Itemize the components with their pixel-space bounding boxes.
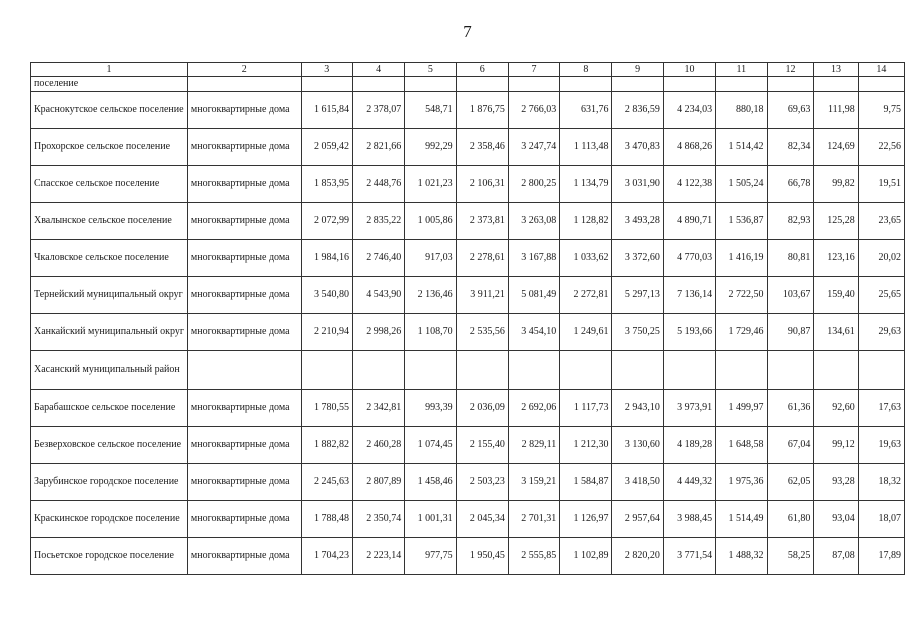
value-cell: 2 036,09 — [456, 390, 508, 427]
value-cell: 2 136,46 — [405, 277, 456, 314]
value-cell: 3 470,83 — [612, 129, 663, 166]
value-cell: 3 493,28 — [612, 203, 663, 240]
column-header: 13 — [814, 63, 858, 77]
value-cell: 2 342,81 — [352, 390, 404, 427]
value-cell: 3 988,45 — [663, 501, 715, 538]
value-cell: 3 130,60 — [612, 427, 663, 464]
column-header: 4 — [352, 63, 404, 77]
column-header: 11 — [716, 63, 767, 77]
value-cell: 1 648,58 — [716, 427, 767, 464]
value-cell: 2 701,31 — [508, 501, 559, 538]
value-cell: 4 770,03 — [663, 240, 715, 277]
column-header: 6 — [456, 63, 508, 77]
value-cell: 1 950,45 — [456, 538, 508, 575]
value-cell: 2 278,61 — [456, 240, 508, 277]
value-cell: 2 998,26 — [352, 314, 404, 351]
value-cell: 80,81 — [767, 240, 814, 277]
value-cell: 2 350,74 — [352, 501, 404, 538]
value-cell: 3 167,88 — [508, 240, 559, 277]
value-cell: 123,16 — [814, 240, 858, 277]
value-cell: 2 800,25 — [508, 166, 559, 203]
value-cell: 2 836,59 — [612, 92, 663, 129]
value-cell: 103,67 — [767, 277, 814, 314]
value-cell: 1 536,87 — [716, 203, 767, 240]
value-cell: 3 031,90 — [612, 166, 663, 203]
district-row — [31, 351, 905, 390]
value-cell: 880,18 — [716, 92, 767, 129]
value-cell: 1 876,75 — [456, 92, 508, 129]
value-cell: 3 263,08 — [508, 203, 559, 240]
housing-type: многоквартирные дома — [187, 427, 301, 464]
value-cell: 2 820,20 — [612, 538, 663, 575]
column-header: 12 — [767, 63, 814, 77]
value-cell: 99,12 — [814, 427, 858, 464]
settlement-name: Посьетское городское поселение — [31, 538, 188, 575]
value-cell: 1 074,45 — [405, 427, 456, 464]
settlement-name: Прохорское сельское поселение — [31, 129, 188, 166]
value-cell: 92,60 — [814, 390, 858, 427]
empty-cell — [814, 351, 858, 390]
value-cell: 2 378,07 — [352, 92, 404, 129]
value-cell: 3 454,10 — [508, 314, 559, 351]
row-name: поселение — [31, 77, 188, 92]
value-cell: 58,25 — [767, 538, 814, 575]
value-cell: 1 128,82 — [560, 203, 612, 240]
empty-cell — [767, 351, 814, 390]
value-cell: 3 911,21 — [456, 277, 508, 314]
value-cell: 66,78 — [767, 166, 814, 203]
value-cell: 2 460,28 — [352, 427, 404, 464]
column-header: 2 — [187, 63, 301, 77]
empty-cell — [456, 351, 508, 390]
value-cell: 19,51 — [858, 166, 904, 203]
header-row — [31, 63, 905, 77]
housing-type: многоквартирные дома — [187, 166, 301, 203]
value-cell: 977,75 — [405, 538, 456, 575]
value-cell: 2 722,50 — [716, 277, 767, 314]
value-cell: 17,63 — [858, 390, 904, 427]
value-cell: 1 499,97 — [716, 390, 767, 427]
value-cell: 4 122,38 — [663, 166, 715, 203]
table-row — [31, 129, 905, 166]
value-cell: 61,80 — [767, 501, 814, 538]
empty-cell — [352, 351, 404, 390]
value-cell: 2 943,10 — [612, 390, 663, 427]
value-cell: 2 535,56 — [456, 314, 508, 351]
value-cell: 2 106,31 — [456, 166, 508, 203]
value-cell: 3 750,25 — [612, 314, 663, 351]
value-cell: 5 297,13 — [612, 277, 663, 314]
empty-cell — [716, 351, 767, 390]
value-cell: 3 540,80 — [301, 277, 352, 314]
value-cell: 4 189,28 — [663, 427, 715, 464]
value-cell: 2 059,42 — [301, 129, 352, 166]
table-row — [31, 314, 905, 351]
empty-cell — [187, 351, 301, 390]
column-header: 8 — [560, 63, 612, 77]
column-header: 5 — [405, 63, 456, 77]
value-cell: 2 957,64 — [612, 501, 663, 538]
value-cell: 1 584,87 — [560, 464, 612, 501]
value-cell: 917,03 — [405, 240, 456, 277]
value-cell: 3 159,21 — [508, 464, 559, 501]
value-cell: 5 193,66 — [663, 314, 715, 351]
value-cell: 1 882,82 — [301, 427, 352, 464]
column-header: 1 — [31, 63, 188, 77]
value-cell: 3 247,74 — [508, 129, 559, 166]
value-cell: 1 212,30 — [560, 427, 612, 464]
value-cell: 2 821,66 — [352, 129, 404, 166]
value-cell: 23,65 — [858, 203, 904, 240]
value-cell: 548,71 — [405, 92, 456, 129]
table-row — [31, 390, 905, 427]
table-row — [31, 501, 905, 538]
value-cell: 19,63 — [858, 427, 904, 464]
value-cell: 29,63 — [858, 314, 904, 351]
table-row — [31, 277, 905, 314]
value-cell: 1 780,55 — [301, 390, 352, 427]
value-cell: 1 005,86 — [405, 203, 456, 240]
value-cell: 2 835,22 — [352, 203, 404, 240]
column-header: 14 — [858, 63, 904, 77]
settlement-name: Краскинское городское поселение — [31, 501, 188, 538]
value-cell: 1 108,70 — [405, 314, 456, 351]
value-cell: 3 973,91 — [663, 390, 715, 427]
value-cell: 7 136,14 — [663, 277, 715, 314]
housing-type: многоквартирные дома — [187, 129, 301, 166]
value-cell: 22,56 — [858, 129, 904, 166]
value-cell: 134,61 — [814, 314, 858, 351]
housing-type: многоквартирные дома — [187, 92, 301, 129]
value-cell: 1 033,62 — [560, 240, 612, 277]
value-cell: 1 488,32 — [716, 538, 767, 575]
table-row — [31, 240, 905, 277]
value-cell: 4 543,90 — [352, 277, 404, 314]
value-cell: 61,36 — [767, 390, 814, 427]
value-cell: 18,07 — [858, 501, 904, 538]
settlement-name: Краснокутское сельское поселение — [31, 92, 188, 129]
value-cell: 1 853,95 — [301, 166, 352, 203]
empty-cell — [858, 351, 904, 390]
table-row — [31, 92, 905, 129]
value-cell: 99,82 — [814, 166, 858, 203]
continuation-row — [31, 77, 905, 92]
housing-type: многоквартирные дома — [187, 390, 301, 427]
value-cell: 67,04 — [767, 427, 814, 464]
value-cell: 1 788,48 — [301, 501, 352, 538]
value-cell: 1 458,46 — [405, 464, 456, 501]
value-cell: 1 416,19 — [716, 240, 767, 277]
empty-cell — [612, 351, 663, 390]
settlement-name: Хвалынское сельское поселение — [31, 203, 188, 240]
value-cell: 2 746,40 — [352, 240, 404, 277]
value-cell: 17,89 — [858, 538, 904, 575]
district-name: Хасанский муниципальный район — [31, 351, 188, 390]
value-cell: 1 249,61 — [560, 314, 612, 351]
settlement-name: Чкаловское сельское поселение — [31, 240, 188, 277]
value-cell: 159,40 — [814, 277, 858, 314]
value-cell: 1 514,42 — [716, 129, 767, 166]
value-cell: 125,28 — [814, 203, 858, 240]
page-number: 7 — [463, 22, 472, 41]
value-cell: 1 113,48 — [560, 129, 612, 166]
value-cell: 2 503,23 — [456, 464, 508, 501]
settlement-name: Барабашское сельское поселение — [31, 390, 188, 427]
value-cell: 20,02 — [858, 240, 904, 277]
value-cell: 1 704,23 — [301, 538, 352, 575]
value-cell: 992,29 — [405, 129, 456, 166]
tariff-table — [30, 62, 905, 575]
value-cell: 1 729,46 — [716, 314, 767, 351]
column-header: 9 — [612, 63, 663, 77]
value-cell: 2 555,85 — [508, 538, 559, 575]
value-cell: 2 448,76 — [352, 166, 404, 203]
value-cell: 82,34 — [767, 129, 814, 166]
value-cell: 111,98 — [814, 92, 858, 129]
value-cell: 2 692,06 — [508, 390, 559, 427]
value-cell: 90,87 — [767, 314, 814, 351]
housing-type: многоквартирные дома — [187, 203, 301, 240]
settlement-name: Зарубинское городское поселение — [31, 464, 188, 501]
value-cell: 1 134,79 — [560, 166, 612, 203]
value-cell: 2 045,34 — [456, 501, 508, 538]
housing-type: многоквартирные дома — [187, 240, 301, 277]
value-cell: 69,63 — [767, 92, 814, 129]
value-cell: 1 984,16 — [301, 240, 352, 277]
value-cell: 82,93 — [767, 203, 814, 240]
value-cell: 1 126,97 — [560, 501, 612, 538]
housing-type: многоквартирные дома — [187, 538, 301, 575]
housing-type: многоквартирные дома — [187, 314, 301, 351]
empty-cell — [301, 351, 352, 390]
value-cell: 3 418,50 — [612, 464, 663, 501]
value-cell: 2 155,40 — [456, 427, 508, 464]
settlement-name: Тернейский муниципальный округ — [31, 277, 188, 314]
column-header: 3 — [301, 63, 352, 77]
value-cell: 3 372,60 — [612, 240, 663, 277]
value-cell: 1 117,73 — [560, 390, 612, 427]
value-cell: 993,39 — [405, 390, 456, 427]
settlement-name: Спасское сельское поселение — [31, 166, 188, 203]
value-cell: 3 771,54 — [663, 538, 715, 575]
table-row — [31, 464, 905, 501]
table-row — [31, 538, 905, 575]
housing-type: многоквартирные дома — [187, 277, 301, 314]
table-row — [31, 166, 905, 203]
value-cell: 5 081,49 — [508, 277, 559, 314]
value-cell: 124,69 — [814, 129, 858, 166]
settlement-name: Ханкайский муниципальный округ — [31, 314, 188, 351]
value-cell: 62,05 — [767, 464, 814, 501]
value-cell: 18,32 — [858, 464, 904, 501]
value-cell: 2 210,94 — [301, 314, 352, 351]
housing-type: многоквартирные дома — [187, 464, 301, 501]
value-cell: 2 245,63 — [301, 464, 352, 501]
value-cell: 2 272,81 — [560, 277, 612, 314]
column-header: 10 — [663, 63, 715, 77]
value-cell: 9,75 — [858, 92, 904, 129]
value-cell: 4 868,26 — [663, 129, 715, 166]
value-cell: 2 358,46 — [456, 129, 508, 166]
table-body — [31, 77, 905, 575]
value-cell: 631,76 — [560, 92, 612, 129]
value-cell: 4 234,03 — [663, 92, 715, 129]
empty-cell — [508, 351, 559, 390]
value-cell: 2 829,11 — [508, 427, 559, 464]
settlement-name: Безверховское сельское поселение — [31, 427, 188, 464]
value-cell: 2 766,03 — [508, 92, 559, 129]
value-cell: 1 505,24 — [716, 166, 767, 203]
value-cell: 93,04 — [814, 501, 858, 538]
table-row — [31, 203, 905, 240]
value-cell: 2 807,89 — [352, 464, 404, 501]
value-cell: 2 072,99 — [301, 203, 352, 240]
value-cell: 1 615,84 — [301, 92, 352, 129]
value-cell: 87,08 — [814, 538, 858, 575]
value-cell: 1 102,89 — [560, 538, 612, 575]
value-cell: 2 373,81 — [456, 203, 508, 240]
value-cell: 4 890,71 — [663, 203, 715, 240]
column-header: 7 — [508, 63, 559, 77]
housing-type: многоквартирные дома — [187, 501, 301, 538]
value-cell: 4 449,32 — [663, 464, 715, 501]
value-cell: 1 975,36 — [716, 464, 767, 501]
value-cell: 25,65 — [858, 277, 904, 314]
value-cell: 2 223,14 — [352, 538, 404, 575]
value-cell: 1 514,49 — [716, 501, 767, 538]
value-cell: 1 021,23 — [405, 166, 456, 203]
table-row — [31, 427, 905, 464]
empty-cell — [663, 351, 715, 390]
value-cell: 1 001,31 — [405, 501, 456, 538]
empty-cell — [560, 351, 612, 390]
value-cell: 93,28 — [814, 464, 858, 501]
empty-cell — [405, 351, 456, 390]
